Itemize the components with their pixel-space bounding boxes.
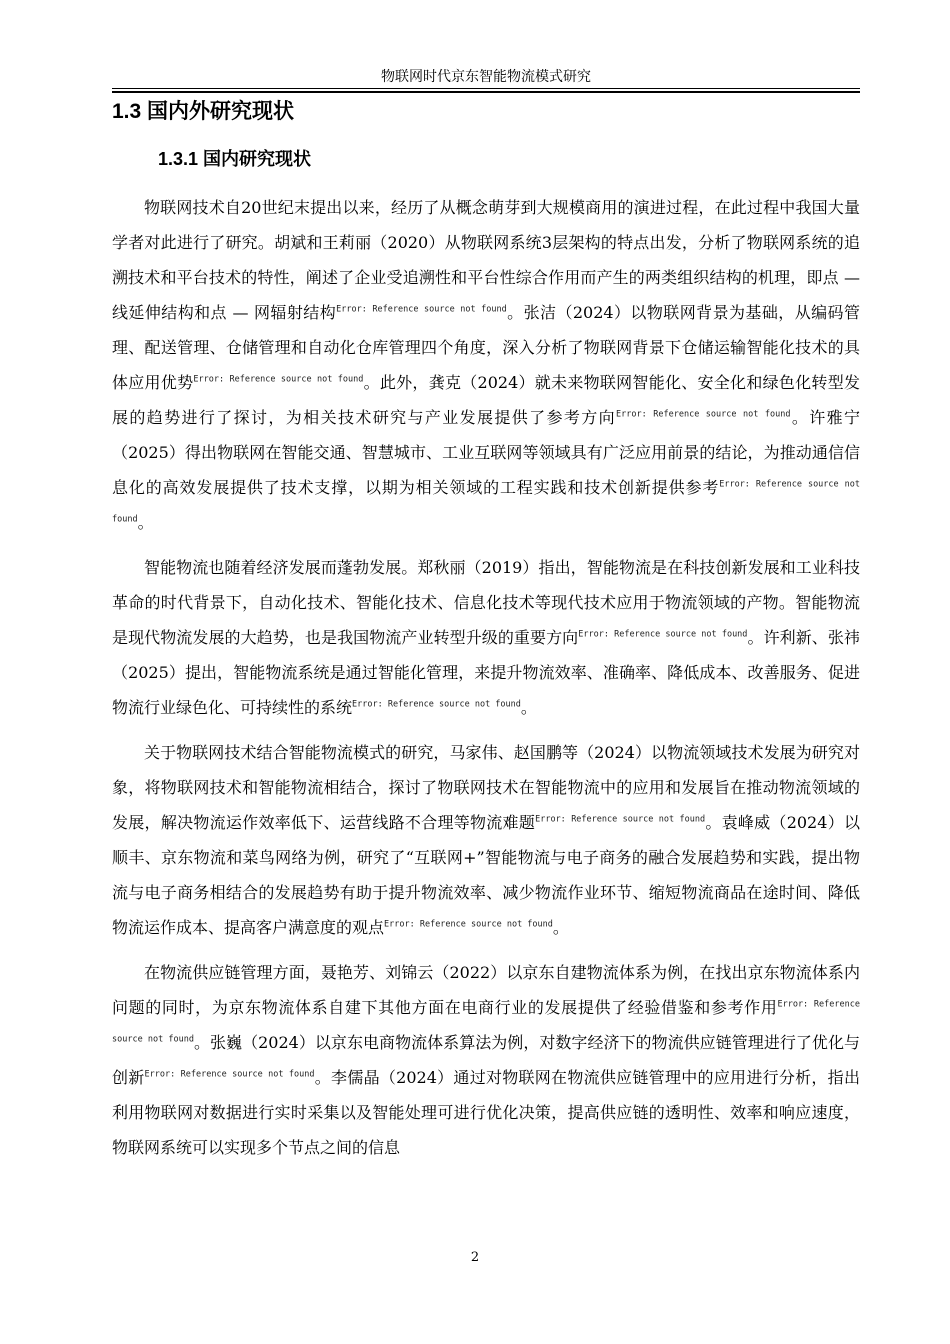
para-text: 。张洁（2024）以物联网背景为基础，从编码管理、配送管理、仓储管理和自动化仓库管理四个角度，深入分析了物联网背景下仓储运输智能化技术的具体应用优势 xyxy=(112,303,860,392)
para-text: 。 xyxy=(137,513,154,532)
paragraph xyxy=(112,955,860,1165)
citation-error: Error: Reference source not found xyxy=(336,304,507,315)
para-text: 。袁峰威（2024）以顺丰、京东物流和菜鸟网络为例，研究了“互联网+”智能物流与电子商务的融合发展趋势和实践，提出物流与电子商务相结合的发展趋势有助于提升物流效率、减少物流作业环节、缩短物流商品在途时间、降低物流运作成本、提高客户满意度的观点 xyxy=(112,813,860,937)
citation-error: Error: Reference source not found xyxy=(112,479,860,525)
citation-error: Error: Reference source not found xyxy=(352,699,521,710)
para-text: 。许雅宁（2025）得出物联网在智能交通、智慧城市、工业互联网等领域具有广泛应用前景的结论，为推动通信信息化的高效发展提供了技术支撑，以期为相关领域的工程实践和技术创新提供参考 xyxy=(112,408,860,497)
section-heading: 1.3 国内外研究现状 xyxy=(112,100,295,123)
body-text xyxy=(112,190,860,1175)
paragraph xyxy=(112,735,860,945)
paragraph xyxy=(112,190,860,540)
para-text: 。许利新、张祎（2025）提出，智能物流系统是通过智能化管理，来提升物流效率、准确率、降低成本、改善服务、促进物流行业绿色化、可持续性的系统 xyxy=(112,628,860,717)
para-text: 。张巍（2024）以京东电商物流体系算法为例，对数字经济下的物流供应链管理进行了优化与创新 xyxy=(112,1033,860,1087)
para-text: 。此外，龚克（2024）就未来物联网智能化、安全化和绿色化转型发展的趋势进行了探讨，为相关技术研究与产业发展提供了参考方向 xyxy=(112,373,860,427)
running-header: 物联网时代京东智能物流模式研究 xyxy=(381,69,591,85)
citation-error: Error: Reference source not found xyxy=(112,999,860,1045)
citation-error: Error: Reference source not found xyxy=(384,919,553,930)
subsection-heading: 1.3.1 国内研究现状 xyxy=(158,149,312,169)
para-text: 物联网技术自20世纪末提出以来，经历了从概念萌芽到大规模商用的演进过程，在此过程中我国大量学者对此进行了研究。胡斌和王莉丽（2020）从物联网系统3层架构的特点出发，分析了物联网系统的追溯技术和平台技术的特性，阐述了企业受追溯性和平台性综合作用而产生的两类组织结构的机理，即点 — 线延伸结构和点 — 网辐射结构 xyxy=(112,198,860,322)
para-text: 在物流供应链管理方面，聂艳芳、刘锦云（2022）以京东自建物流体系为例，在找出京东物流体系内问题的同时，为京东物流体系自建下其他方面在电商行业的发展提供了经验借鉴和参考作用 xyxy=(112,963,860,1017)
para-text: 智能物流也随着经济发展而蓬勃发展。郑秋丽（2019）指出，智能物流是在科技创新发展和工业科技革命的时代背景下，自动化技术、智能化技术、信息化技术等现代技术应用于物流领域的产物。智能物流是现代物流发展的大趋势，也是我国物流产业转型升级的重要方向 xyxy=(112,558,860,647)
paragraph xyxy=(112,550,860,725)
para-text: 。李儒晶（2024）通过对物联网在物流供应链管理中的应用进行分析，指出利用物联网对数据进行实时采集以及智能处理可进行优化决策，提高供应链的透明性、效率和响应速度，物联网系统可以实现多个节点之间的信息 xyxy=(112,1068,860,1157)
header-rule-thin xyxy=(112,88,860,89)
citation-error: Error: Reference source not found xyxy=(144,1069,315,1080)
citation-error: Error: Reference source not found xyxy=(535,814,706,825)
page-number: 2 xyxy=(470,1250,480,1265)
para-text: 。 xyxy=(520,698,537,717)
header-rule-thick xyxy=(112,91,860,93)
citation-error: Error: Reference source not found xyxy=(578,629,748,640)
para-text: 。 xyxy=(552,918,569,937)
para-text: 关于物联网技术结合智能物流模式的研究，马家伟、赵国鹏等（2024）以物流领域技术发展为研究对象，将物联网技术和智能物流相结合，探讨了物联网技术在智能物流中的应用和发展旨在推动物流领域的发展，解决物流运作效率低下、运营线路不合理等物流难题 xyxy=(112,743,860,832)
citation-error: Error: Reference source not found xyxy=(616,409,791,420)
citation-error: Error: Reference source not found xyxy=(193,374,364,385)
